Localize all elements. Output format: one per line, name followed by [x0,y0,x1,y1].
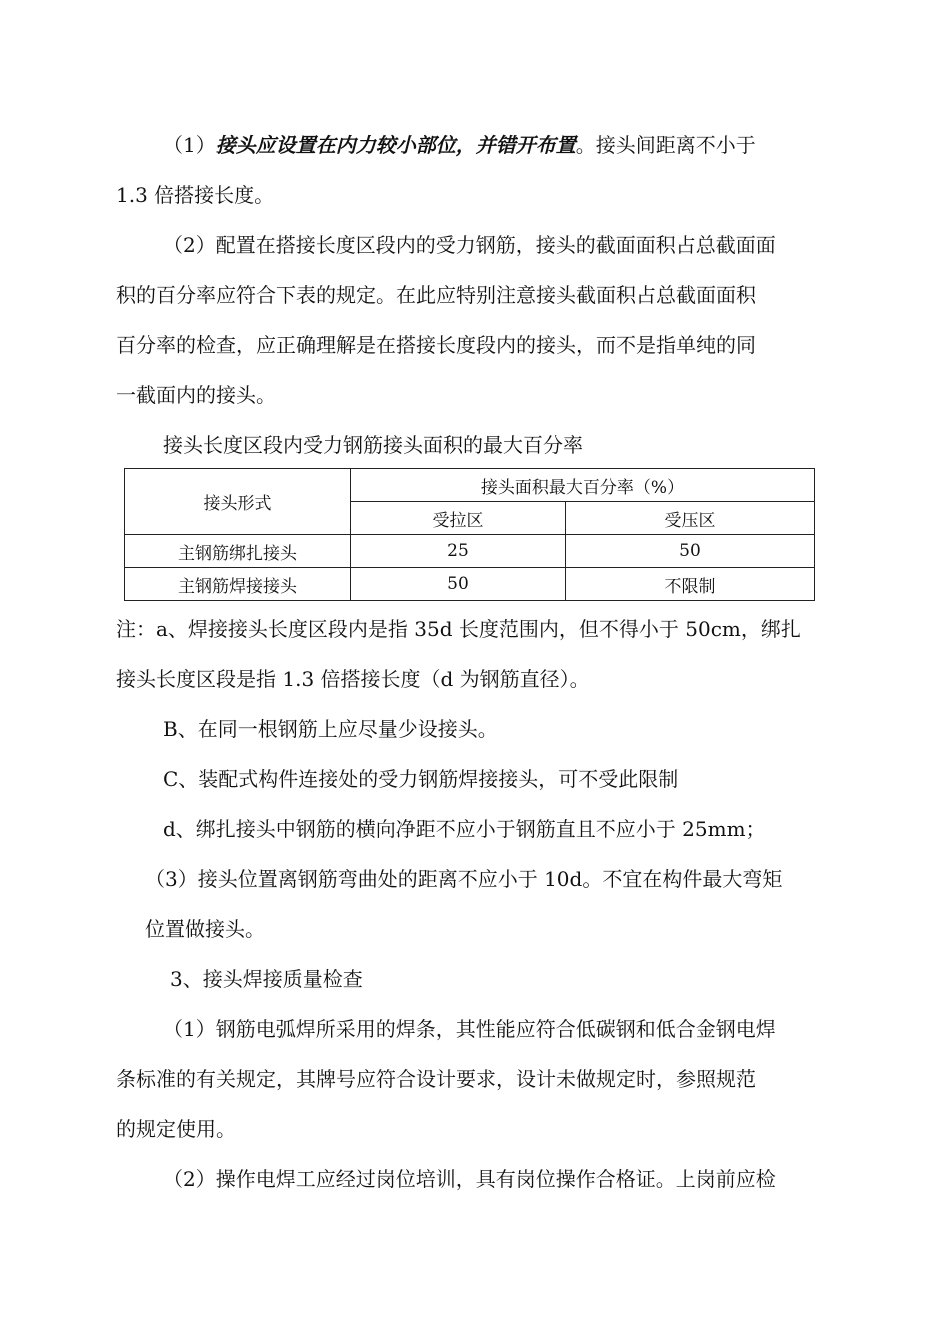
note-b: B、在同一根钢筋上应尽量少设接头。 [163,717,498,741]
section3-p1-line: （1）钢筋电弧焊所采用的焊条，其性能应符合低碳钢和低合金钢电焊 [163,1017,776,1041]
item1-prefix: （1） [163,133,216,157]
splice-percentage-table [124,468,815,601]
table-caption: 接头长度区段内受力钢筋接头面积的最大百分率 [163,433,583,457]
note-a-line1: 注：a、焊接接头长度区段内是指 35d 长度范围内，但不得小于 50cm，绑扎 [116,617,801,641]
header-tension: 受拉区 [351,502,566,535]
item3-line2: 位置做接头。 [145,917,265,941]
item1-line2: 1.3 倍搭接长度。 [116,183,275,207]
cell-compression: 不限制 [566,568,815,601]
item1-line1 [163,133,756,157]
section3-p2-line1: （2）操作电焊工应经过岗位培训，具有岗位操作合格证。上岗前应检 [163,1167,776,1191]
table-row [125,568,815,601]
item2-line: 一截面内的接头。 [116,383,276,407]
item3-line1: （3）接头位置离钢筋弯曲处的距离不应小于 10d。不宜在构件最大弯矩 [145,867,783,891]
section3-heading: 3、接头焊接质量检查 [170,967,363,991]
note-a-line2: 接头长度区段是指 1.3 倍搭接长度（d 为钢筋直径）。 [116,667,590,691]
item2-line: （2）配置在搭接长度区段内的受力钢筋，接头的截面面积占总截面面 [163,233,776,257]
section3-p1-line: 条标准的有关规定，其牌号应符合设计要求，设计未做规定时，参照规范 [116,1067,756,1091]
header-group: 接头面积最大百分率（%） [351,469,815,502]
item2-line: 百分率的检查，应正确理解是在搭接长度段内的接头，而不是指单纯的同 [116,333,756,357]
cell-form: 主钢筋焊接接头 [125,568,351,601]
header-form: 接头形式 [125,469,351,535]
section3-p1-line: 的规定使用。 [116,1117,236,1141]
table-header-row [125,469,815,502]
cell-tension: 50 [351,568,566,601]
item1-emphasis: 接头应设置在内力较小部位，并错开布置 [215,133,576,157]
cell-compression: 50 [566,535,815,568]
header-compression: 受压区 [566,502,815,535]
cell-tension: 25 [351,535,566,568]
note-d: d、绑扎接头中钢筋的横向净距不应小于钢筋直且不应小于 25mm； [163,817,766,841]
note-c: C、装配式构件连接处的受力钢筋焊接接头，可不受此限制 [163,767,679,791]
item2-line: 积的百分率应符合下表的规定。在此应特别注意接头截面积占总截面面积 [116,283,756,307]
table-row [125,535,815,568]
item1-rest: 。接头间距离不小于 [575,133,756,157]
cell-form: 主钢筋绑扎接头 [125,535,351,568]
